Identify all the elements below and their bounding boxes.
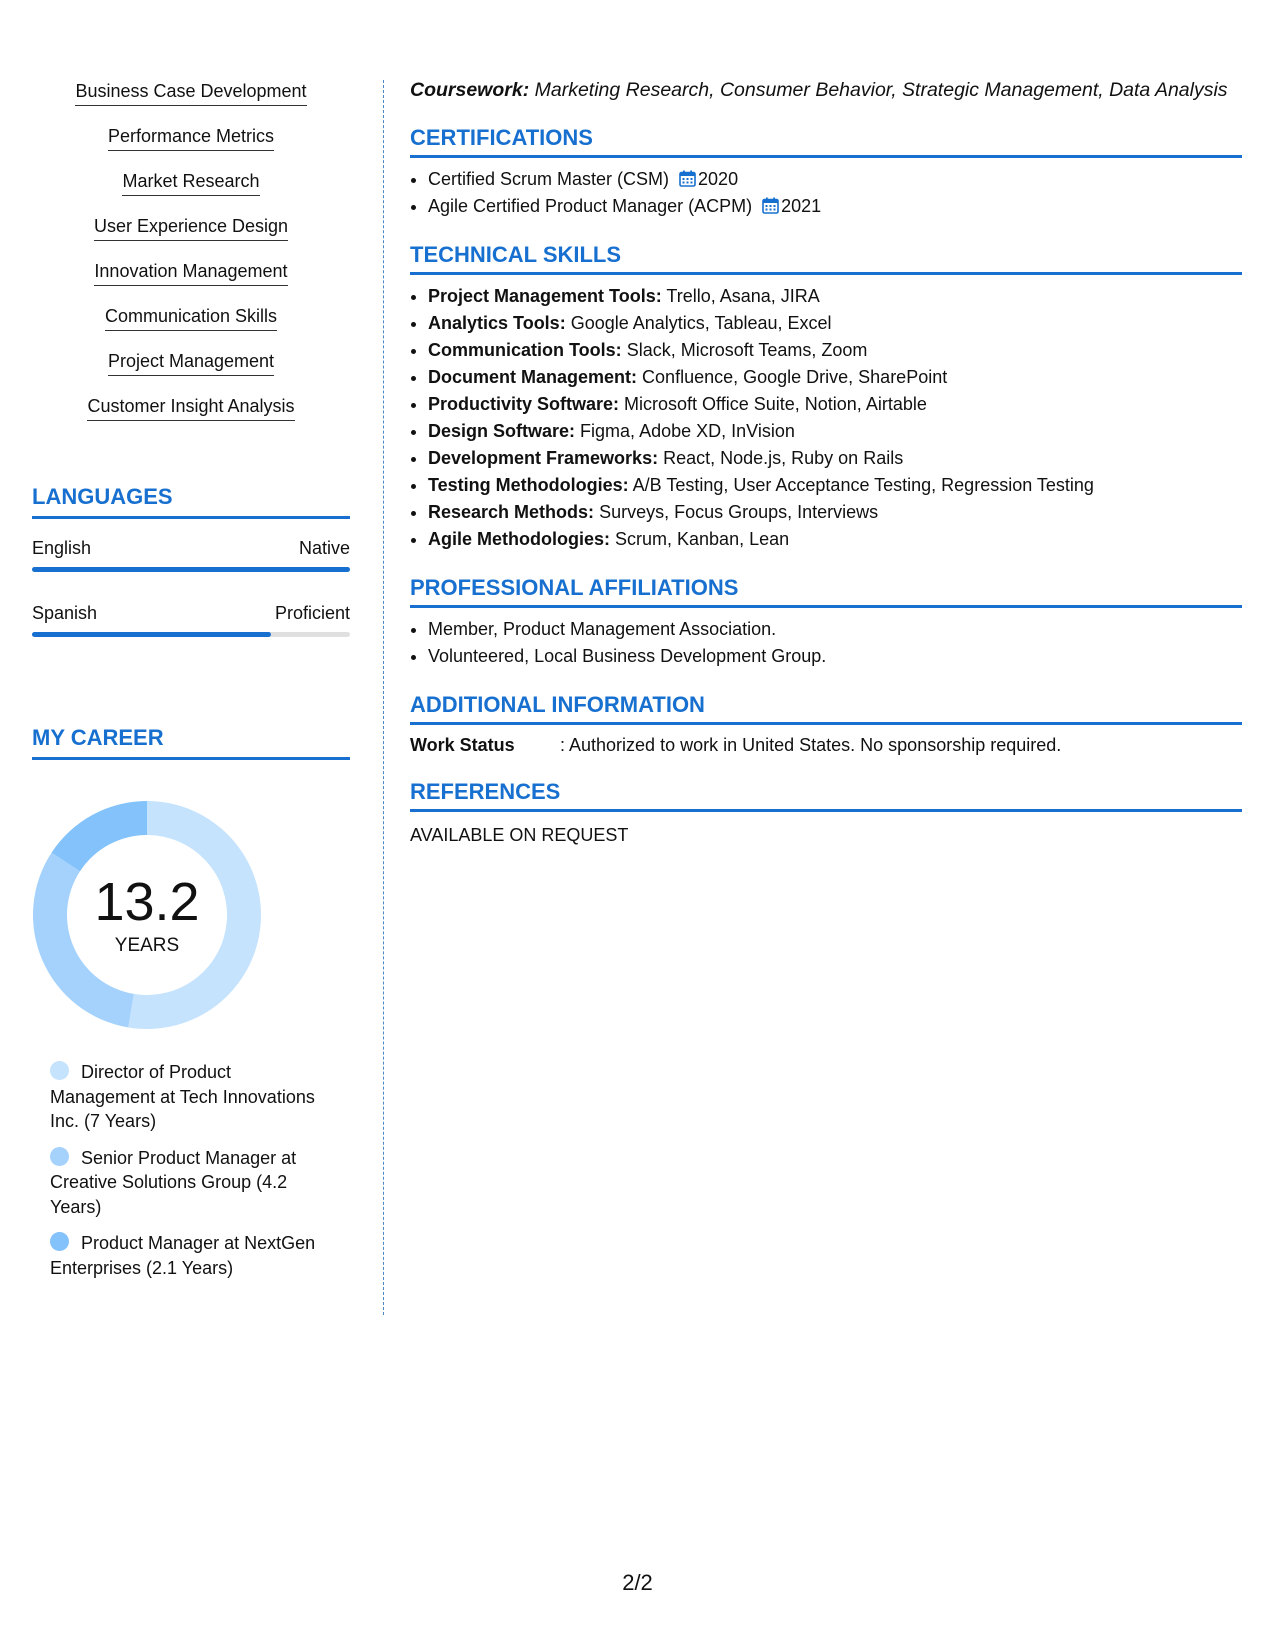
work-status-label: Work Status xyxy=(410,735,515,755)
technical-skill-item xyxy=(428,391,1242,418)
skill-label: Project Management xyxy=(108,350,274,376)
skill-item xyxy=(32,80,350,125)
career-role-label: Director of Product Management at Tech Innovations Inc. (7 Years) xyxy=(50,1062,315,1131)
affiliations-section xyxy=(410,575,1242,670)
language-name: English xyxy=(32,538,92,558)
language-level: Proficient xyxy=(274,603,350,623)
language-name: Spanish xyxy=(32,603,98,623)
references-section xyxy=(410,779,1242,846)
technical-skill-item xyxy=(428,445,1242,472)
affiliation-item: • Member, Product Management Association. xyxy=(428,616,1242,643)
career-title: MY CAREER xyxy=(32,725,350,760)
technical-skill-label: Communication Tools: xyxy=(428,340,622,360)
languages-section xyxy=(32,484,350,637)
languages-title: LANGUAGES xyxy=(32,484,350,519)
certification-year: 2021 xyxy=(781,196,822,216)
certification-name: Certified Scrum Master (CSM) xyxy=(428,169,670,189)
language-level: Native xyxy=(298,538,350,558)
skills-column xyxy=(32,80,350,440)
technical-skill-label: Agile Methodologies: xyxy=(428,529,610,549)
technical-skill-item xyxy=(428,526,1242,553)
certification-year: 2020 xyxy=(698,169,739,189)
technical-skill-label: Project Management Tools: xyxy=(428,286,662,306)
skill-label: Customer Insight Analysis xyxy=(87,395,294,421)
language-bar xyxy=(32,567,350,572)
technical-skill-label: Testing Methodologies: xyxy=(428,475,629,495)
skills-list xyxy=(32,80,350,440)
skill-item xyxy=(32,260,350,305)
technical-skills-list xyxy=(410,283,1242,553)
technical-skill-value: Trello, Asana, JIRA xyxy=(666,286,820,306)
certification-item xyxy=(428,166,1242,193)
calendar-icon xyxy=(679,170,696,187)
technical-skill-value: Figma, Adobe XD, InVision xyxy=(580,421,795,441)
career-legend xyxy=(50,1060,330,1292)
career-years-unit: YEARS xyxy=(114,935,180,956)
technical-skill-item xyxy=(428,337,1242,364)
technical-skill-value: Microsoft Office Suite, Notion, Airtable xyxy=(624,394,927,414)
skill-label: Performance Metrics xyxy=(108,125,274,151)
technical-skill-label: Productivity Software: xyxy=(428,394,620,414)
language-bar-fill xyxy=(32,567,350,572)
technical-skill-item xyxy=(428,499,1242,526)
career-section xyxy=(32,725,350,760)
technical-skill-label: Design Software: xyxy=(428,421,576,441)
coursework-text: Marketing Research, Consumer Behavior, Strategic Management, Data Analysis xyxy=(534,79,1228,101)
skill-label: Business Case Development xyxy=(75,80,306,106)
technical-skill-label: Research Methods: xyxy=(428,502,595,522)
skill-label: User Experience Design xyxy=(94,215,288,241)
skill-label: Market Research xyxy=(122,170,259,196)
references-text: AVAILABLE ON REQUEST xyxy=(410,825,629,845)
legend-dot-icon xyxy=(50,1061,69,1080)
technical-skills-title: TECHNICAL SKILLS xyxy=(410,242,1242,275)
legend-dot-icon xyxy=(50,1147,69,1166)
main-column xyxy=(410,78,1242,846)
technical-skill-item xyxy=(428,283,1242,310)
work-status xyxy=(410,733,1242,757)
skill-item xyxy=(32,395,350,440)
career-role-label: Product Manager at NextGen Enterprises (2.1 Years) xyxy=(50,1233,316,1278)
work-status-value: : Authorized to work in United States. No sponsorship required. xyxy=(560,735,1062,755)
technical-skill-value: Confluence, Google Drive, SharePoint xyxy=(642,367,948,387)
affiliation-item: • Volunteered, Local Business Development Group. xyxy=(428,643,1242,670)
career-role-label: Senior Product Manager at Creative Solutions Group (4.2 Years) xyxy=(50,1147,297,1217)
technical-skill-value: Slack, Microsoft Teams, Zoom xyxy=(626,340,868,360)
language-bar-fill xyxy=(32,632,271,637)
career-donut-center xyxy=(32,800,262,1030)
certification-name: Agile Certified Product Manager (ACPM) xyxy=(428,196,753,216)
additional-info-section xyxy=(410,692,1242,757)
affiliations-title: PROFESSIONAL AFFILIATIONS xyxy=(410,575,1242,608)
references-title: REFERENCES xyxy=(410,779,1242,812)
additional-info-title: ADDITIONAL INFORMATION xyxy=(410,692,1242,725)
coursework xyxy=(410,78,1242,103)
career-legend-item xyxy=(50,1060,330,1134)
technical-skill-item xyxy=(428,364,1242,391)
technical-skill-value: Google Analytics, Tableau, Excel xyxy=(570,313,832,333)
technical-skill-value: React, Node.js, Ruby on Rails xyxy=(663,448,904,468)
language-item xyxy=(32,537,350,572)
career-total-years: 13.2 xyxy=(94,872,200,932)
technical-skill-item xyxy=(428,310,1242,337)
skill-item xyxy=(32,125,350,170)
career-legend-item xyxy=(50,1146,330,1220)
certifications-section xyxy=(410,125,1242,220)
skill-item xyxy=(32,170,350,215)
technical-skill-label: Document Management: xyxy=(428,367,638,387)
certifications-title: CERTIFICATIONS xyxy=(410,125,1242,158)
skill-item xyxy=(32,350,350,395)
skill-label: Communication Skills xyxy=(105,305,277,331)
technical-skill-value: Surveys, Focus Groups, Interviews xyxy=(599,502,879,522)
skill-label: Innovation Management xyxy=(94,260,287,286)
skill-item xyxy=(32,305,350,350)
technical-skill-value: Scrum, Kanban, Lean xyxy=(615,529,790,549)
technical-skills-section xyxy=(410,242,1242,553)
skill-item xyxy=(32,215,350,260)
certification-item xyxy=(428,193,1242,220)
language-bar xyxy=(32,632,350,637)
technical-skill-item xyxy=(428,472,1242,499)
certifications-list xyxy=(410,166,1242,220)
technical-skill-label: Analytics Tools: xyxy=(428,313,566,333)
technical-skill-item xyxy=(428,418,1242,445)
calendar-icon xyxy=(762,197,779,214)
technical-skill-label: Development Frameworks: xyxy=(428,448,659,468)
language-item xyxy=(32,602,350,637)
technical-skill-value: A/B Testing, User Acceptance Testing, Regression Testing xyxy=(632,475,1094,495)
column-divider xyxy=(383,80,384,1315)
page-number: 2/2 xyxy=(622,1570,653,1595)
affiliations-list xyxy=(410,616,1242,670)
legend-dot-icon xyxy=(50,1232,69,1251)
coursework-label: Coursework: xyxy=(410,79,530,101)
career-legend-item xyxy=(50,1231,330,1280)
